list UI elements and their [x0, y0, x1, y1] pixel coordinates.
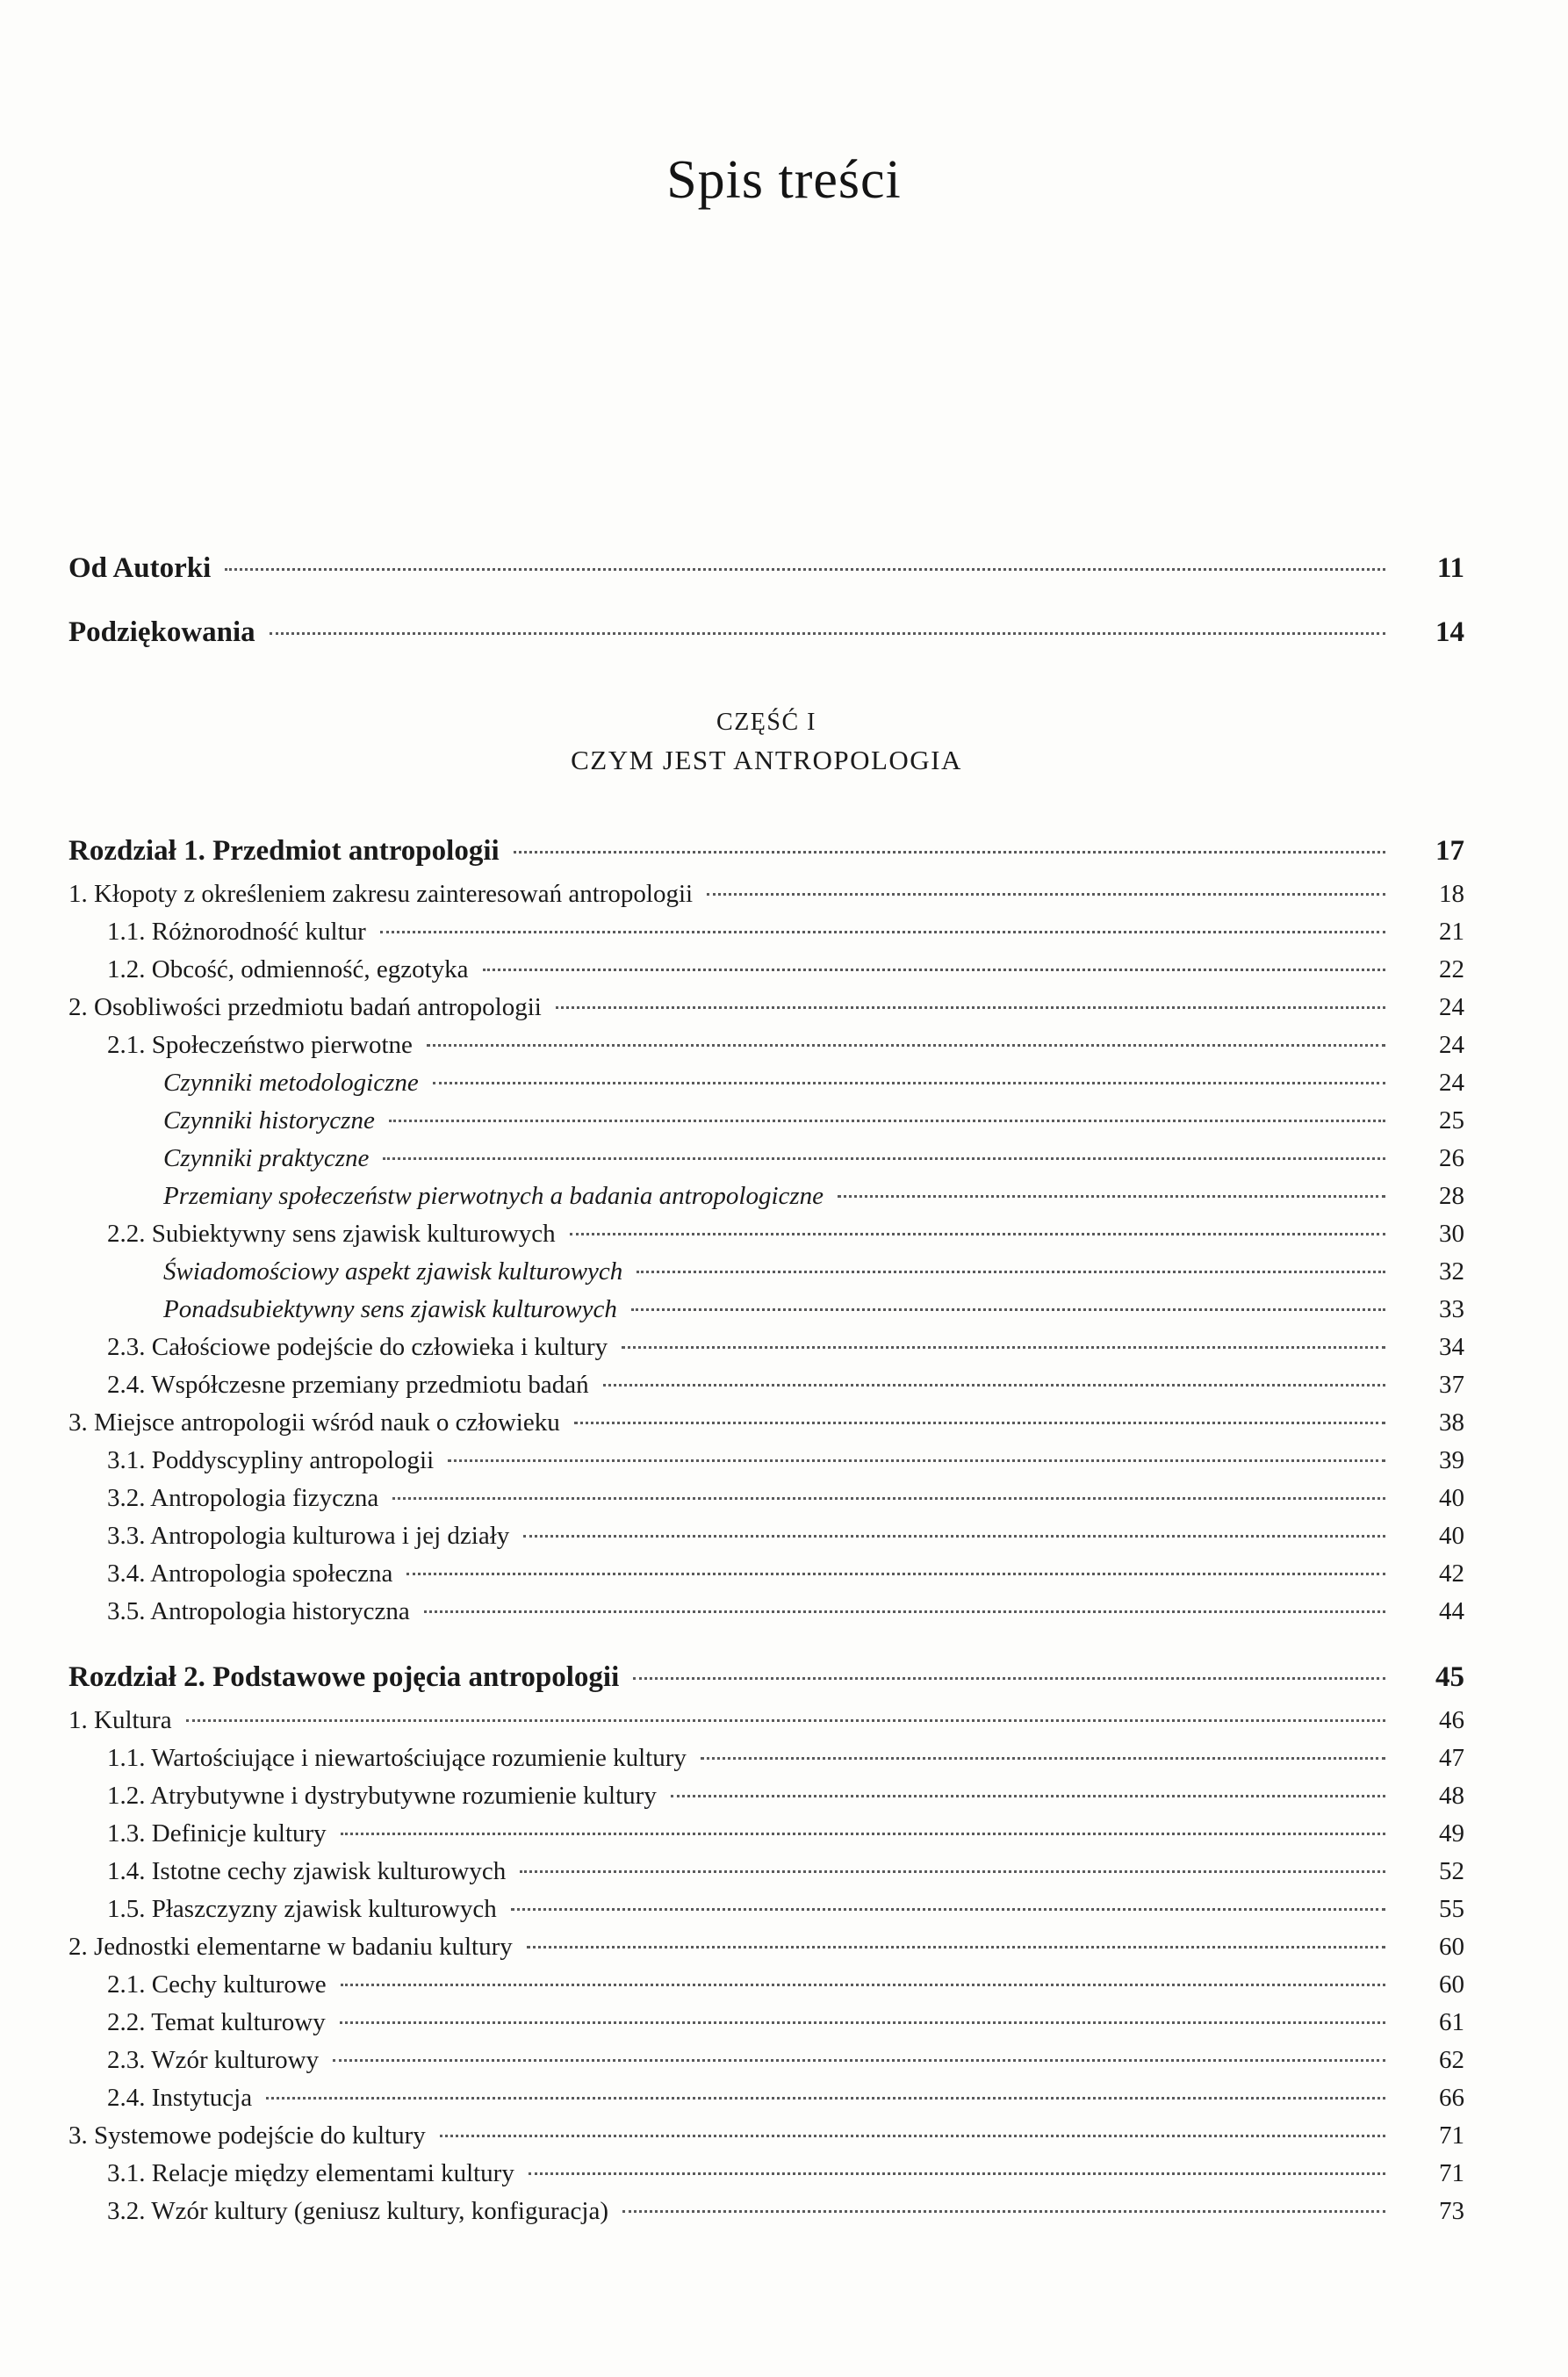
- toc-entry-label: Rozdział 2. Podstawowe pojęcia antropologii: [68, 1660, 620, 1693]
- toc-entry-page: 32: [1439, 1257, 1464, 1286]
- toc-entry-label: 1.4. Istotne cechy zjawisk kulturowych: [107, 1856, 507, 1885]
- toc-entry[interactable]: [68, 1934, 1464, 1960]
- toc-entry-page: 11: [1436, 552, 1464, 584]
- toc-entry-page: 26: [1439, 1143, 1464, 1172]
- dot-leader: [511, 1907, 1385, 1911]
- toc-entry-label: 1.2. Obcość, odmienność, egzotyka: [107, 954, 469, 983]
- dot-leader: [448, 1459, 1385, 1462]
- toc-entry[interactable]: [68, 879, 1464, 908]
- toc-entry-page: 40: [1439, 1483, 1464, 1512]
- toc-entry-page: 17: [1435, 834, 1464, 867]
- toc-entry-label: 2.2. Subiektywny sens zjawisk kulturowych: [107, 1219, 556, 1248]
- toc-entry-page: 49: [1439, 1819, 1464, 1848]
- toc-entry-page: 28: [1439, 1181, 1464, 1210]
- toc-entry[interactable]: [68, 1856, 1464, 1885]
- toc-entry-page: 60: [1439, 1970, 1464, 1999]
- dot-leader: [440, 2134, 1385, 2137]
- dot-leader: [707, 892, 1385, 896]
- dot-leader: [483, 968, 1385, 971]
- toc-entry-page: 62: [1439, 2045, 1464, 2074]
- toc-entry[interactable]: [68, 1972, 1464, 1998]
- toc-entry[interactable]: [68, 2007, 1464, 2036]
- toc-entry[interactable]: [68, 954, 1464, 983]
- toc-entry-label: 2.1. Cechy kulturowe: [107, 1970, 327, 1999]
- toc-entry-label: 1. Kultura: [68, 1705, 172, 1734]
- dot-leader: [520, 1869, 1385, 1873]
- toc-entry-label: 1.1. Wartościujące i niewartościujące rozumienie kultury: [107, 1743, 687, 1772]
- toc-entry-label: 1. Kłopoty z określeniem zakresu zainteresowań antropologii: [68, 879, 694, 908]
- dot-leader: [671, 1794, 1385, 1797]
- toc-entry-label: 1.5. Płaszczyzny zjawisk kulturowych: [107, 1894, 497, 1923]
- toc-entry-page: 66: [1439, 2083, 1464, 2112]
- dot-leader: [270, 631, 1385, 635]
- toc-entry-page: 22: [1439, 954, 1464, 983]
- toc-entry-label: 2. Jednostki elementarne w badaniu kultury: [68, 1932, 513, 1961]
- toc-entry-label: 2.3. Całościowe podejście do człowieka i kultury: [107, 1332, 608, 1361]
- toc-entry-page: 14: [1435, 616, 1464, 648]
- toc-entry-podziekowania[interactable]: [68, 618, 1464, 647]
- toc-entry-label: Przemiany społeczeństw pierwotnych a badania antropologiczne: [163, 1181, 824, 1210]
- dot-leader: [341, 1983, 1385, 1986]
- toc-entry-label: Czynniki historyczne: [163, 1106, 375, 1134]
- dot-leader: [527, 1945, 1385, 1948]
- toc-entry-label: Ponadsubiektywny sens zjawisk kulturowych: [163, 1294, 617, 1323]
- toc-entry-label: 3.1. Poddyscypliny antropologii: [107, 1445, 435, 1474]
- toc-entry[interactable]: [68, 1070, 1464, 1096]
- toc-entry-page: 47: [1439, 1743, 1464, 1772]
- toc-entry-label: 2.1. Społeczeństwo pierwotne: [107, 1030, 413, 1059]
- toc-entry-page: 33: [1439, 1294, 1464, 1323]
- dot-leader: [556, 1005, 1385, 1009]
- toc-entry[interactable]: [68, 1445, 1464, 1474]
- dot-leader: [637, 1270, 1385, 1273]
- part-number: CZĘŚĆ I: [716, 709, 816, 736]
- toc-entry-label: 3.2. Wzór kultury (geniusz kultury, konfiguracja): [107, 2196, 608, 2225]
- dot-leader: [574, 1421, 1385, 1424]
- toc-entry[interactable]: [68, 1221, 1464, 1247]
- toc-entry-page: 39: [1439, 1445, 1464, 1474]
- toc-entry-page: 24: [1439, 992, 1464, 1021]
- toc-entry-page: 25: [1439, 1106, 1464, 1134]
- toc-entry-label: Czynniki metodologiczne: [163, 1068, 419, 1097]
- dot-leader: [603, 1383, 1385, 1387]
- part-title: CZYM JEST ANTROPOLOGIA: [571, 744, 962, 775]
- toc-entry[interactable]: [68, 1372, 1464, 1398]
- toc-entry-page: 48: [1439, 1781, 1464, 1810]
- toc-entry-label: 3.1. Relacje między elementami kultury: [107, 2158, 514, 2187]
- toc-entry-page: 34: [1439, 1332, 1464, 1361]
- toc-entry[interactable]: [68, 1523, 1464, 1549]
- dot-leader: [406, 1572, 1385, 1575]
- toc-entry[interactable]: [68, 1030, 1464, 1059]
- dot-leader: [622, 2209, 1385, 2213]
- toc-entry[interactable]: [68, 1596, 1464, 1625]
- toc-entry-label: Świadomościowy aspekt zjawisk kulturowych: [163, 1257, 623, 1286]
- dot-leader: [225, 567, 1385, 571]
- dot-leader: [341, 1832, 1385, 1835]
- dot-leader: [389, 1119, 1385, 1122]
- dot-leader: [631, 1307, 1385, 1311]
- toc-entry[interactable]: [68, 992, 1464, 1021]
- toc-entry[interactable]: [68, 2085, 1464, 2111]
- toc-entry-label: 1.1. Różnorodność kultur: [107, 917, 366, 946]
- toc-chapter-heading[interactable]: [68, 1660, 1464, 1693]
- dot-leader: [424, 1610, 1385, 1613]
- toc-entry-page: 45: [1435, 1660, 1464, 1693]
- toc-entry-page: 38: [1439, 1408, 1464, 1437]
- toc-entry-page: 24: [1439, 1068, 1464, 1097]
- toc-entry-page: 40: [1439, 1521, 1464, 1550]
- dot-leader: [838, 1194, 1385, 1198]
- toc-entry[interactable]: [68, 2045, 1464, 2074]
- toc-entry[interactable]: [68, 1143, 1464, 1172]
- toc-entry[interactable]: [68, 1259, 1464, 1285]
- toc-entry-page: 61: [1439, 2007, 1464, 2036]
- toc-entry-label: Od Autorki: [68, 552, 212, 584]
- toc-entry-label: 1.3. Definicje kultury: [107, 1819, 327, 1848]
- dot-leader: [701, 1756, 1385, 1760]
- toc-entry[interactable]: [68, 1705, 1464, 1734]
- toc-entry-page: 18: [1439, 879, 1464, 908]
- toc-entry-page: 21: [1439, 917, 1464, 946]
- chapter-block-1: [68, 834, 1464, 1625]
- toc-entry[interactable]: [68, 1483, 1464, 1512]
- toc-entry-page: 71: [1439, 2158, 1464, 2187]
- toc-entry-page: 71: [1439, 2121, 1464, 2150]
- page-content: [68, 0, 1500, 2237]
- dot-leader: [383, 1156, 1385, 1160]
- toc-entry[interactable]: [68, 1181, 1464, 1210]
- toc-entry-label: 3.2. Antropologia fizyczna: [107, 1483, 379, 1512]
- toc-chapter-heading[interactable]: [68, 834, 1464, 867]
- part-heading: [68, 705, 1464, 781]
- toc-entry-page: 52: [1439, 1856, 1464, 1885]
- toc-entry[interactable]: [68, 2123, 1464, 2149]
- dot-leader: [433, 1081, 1385, 1084]
- toc-entry[interactable]: [68, 1561, 1464, 1587]
- toc-entry[interactable]: [68, 1743, 1464, 1772]
- toc-entry-page: 73: [1439, 2196, 1464, 2225]
- toc-entry[interactable]: [68, 1894, 1464, 1923]
- toc-entry[interactable]: [68, 1108, 1464, 1134]
- toc-entry[interactable]: [68, 1821, 1464, 1847]
- dot-leader: [633, 1676, 1385, 1680]
- toc-entry-label: 2.3. Wzór kulturowy: [107, 2045, 320, 2074]
- toc-entry-label: 2. Osobliwości przedmiotu badań antropologii: [68, 992, 542, 1021]
- dot-leader: [186, 1718, 1385, 1722]
- toc-entry-page: 60: [1439, 1932, 1464, 1961]
- toc-entry[interactable]: [68, 2196, 1464, 2225]
- toc-entry-page: 37: [1439, 1370, 1464, 1399]
- page-title: Spis treści: [666, 150, 902, 210]
- toc-entry-label: Czynniki praktyczne: [163, 1143, 370, 1172]
- toc-entry-page: 24: [1439, 1030, 1464, 1059]
- toc-entry[interactable]: [68, 1410, 1464, 1436]
- dot-leader: [570, 1232, 1385, 1235]
- toc-entry-label: 3. Miejsce antropologii wśród nauk o człowieku: [68, 1408, 560, 1437]
- toc-entry-label: 3.3. Antropologia kulturowa i jej działy: [107, 1521, 510, 1550]
- toc-entry-label: Podziękowania: [68, 616, 255, 648]
- toc-entry-label: Rozdział 1. Przedmiot antropologii: [68, 834, 500, 867]
- toc-entry-label: 2.4. Współczesne przemiany przedmiotu badań: [107, 1370, 589, 1399]
- toc-entry-page: 30: [1439, 1219, 1464, 1248]
- dot-leader: [514, 850, 1385, 854]
- dot-leader: [340, 2020, 1385, 2024]
- dot-leader: [380, 930, 1385, 933]
- chapter-block-2: [68, 1660, 1464, 2225]
- dot-leader: [392, 1496, 1385, 1500]
- toc-entry-label: 2.2. Temat kulturowy: [107, 2007, 326, 2036]
- toc-entry[interactable]: [68, 1332, 1464, 1361]
- dot-leader: [523, 1534, 1385, 1538]
- toc-entry[interactable]: [68, 1783, 1464, 1809]
- dot-leader: [333, 2058, 1385, 2062]
- toc-entry[interactable]: [68, 2158, 1464, 2187]
- toc-entry-label: 3.4. Antropologia społeczna: [107, 1559, 393, 1588]
- toc-entry-label: 3.5. Antropologia historyczna: [107, 1596, 410, 1625]
- toc-entry-page: 55: [1439, 1894, 1464, 1923]
- toc-entry-od-autorki[interactable]: [68, 554, 1464, 583]
- toc-entry-page: 46: [1439, 1705, 1464, 1734]
- toc-entry-label: 1.2. Atrybutywne i dystrybutywne rozumienie kultury: [107, 1781, 657, 1810]
- toc-entry-label: 2.4. Instytucja: [107, 2083, 253, 2112]
- toc-entry-page: 44: [1439, 1596, 1464, 1625]
- toc-entry[interactable]: [68, 919, 1464, 945]
- toc-entry[interactable]: [68, 1294, 1464, 1323]
- toc-entry-page: 42: [1439, 1559, 1464, 1588]
- dot-leader: [427, 1043, 1385, 1047]
- toc-entry-label: 3. Systemowe podejście do kultury: [68, 2121, 426, 2150]
- table-of-contents: [68, 554, 1464, 2224]
- dot-leader: [622, 1345, 1385, 1349]
- dot-leader: [529, 2172, 1385, 2175]
- dot-leader: [266, 2096, 1385, 2100]
